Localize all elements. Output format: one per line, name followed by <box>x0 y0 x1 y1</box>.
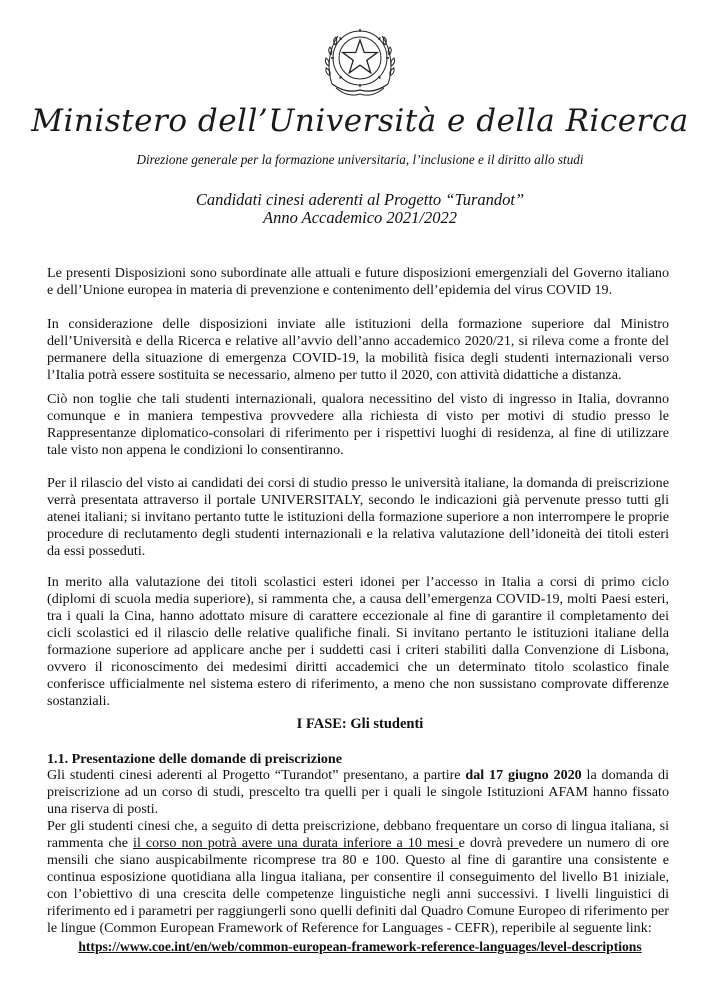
section-p1-text-before: Gli studenti cinesi aderenti al Progetto “Turandot” presentano, a partire <box>47 767 466 783</box>
paragraph-4: Per il rilascio del visto ai candidati dei corsi di studio presso le università italiane, la domanda di preiscrizione verrà presentata attraverso il portale UNIVERSITALY, secondo le indicazioni già pervenute presso tutti gli atenei italiani; si invitano pertanto tutte le istituzioni della formazione superiore a non interrompere le proprie procedure di reclutamento degli studenti internazionali e la relativa valutazione dell’idoneità dei titoli esteri da essi posseduti. <box>47 475 669 559</box>
cefr-link[interactable]: https://www.coe.int/en/web/common-european-framework-reference-languages/level-descriptions <box>78 939 642 954</box>
section-paragraph-2 <box>47 818 669 937</box>
section-p1-date: dal 17 giugno 2020 <box>465 767 582 783</box>
section-p2-text-before: Per gli studenti cinesi che, a seguito di detta preiscrizione, debbano frequentare un corso di lingua italiana, si rammenta che <box>47 818 669 851</box>
phase-heading: I FASE: Gli studenti <box>296 716 424 732</box>
section-paragraph-1 <box>47 767 669 818</box>
ministry-name: Ministero dell’Università e della Ricerca <box>31 103 689 139</box>
section-p2-underlined: il corso non potrà avere una durata inferiore a 10 mesi <box>133 835 459 851</box>
paragraph-3: Ciò non toglie che tali studenti internazionali, qualora necessitino del visto di ingresso in Italia, dovranno comunque e in maniera tempestiva provvedere alla richiesta di visto per motivi di studio presso le Rappresentanze diplomatico-consolari di riferimento per i rispettivi luoghi di residenza, al fine di utilizzare tale visto non appena le condizioni lo consentiranno. <box>47 391 669 458</box>
directorate-name: Direzione generale per la formazione universitaria, l’inclusione e il diritto allo studi <box>136 152 584 167</box>
academic-year: Anno Accademico 2021/2022 <box>263 208 457 227</box>
section-p1-text-after: la domanda di preiscrizione ad un corso di studi, prescelto tra quelli per i quali le singole Istituzioni AFAM hanno fissato una riserva di posti. <box>47 767 670 817</box>
paragraph-2: In considerazione delle disposizioni inviate alle istituzioni della formazione superiore dal Ministro dell’Università e della Ricerca e relative all’avvio dell’anno accademico 2020/21, si rileva come a fronte del permanere della situazione di emergenza COVID-19, la mobilità fisica degli studenti internazionali verso l’Italia potrà essere sostituita se necessario, almeno per tutto il 2020, con attività didattiche a distanza. <box>47 316 669 383</box>
section-p2-text-after: e dovrà prevedere un numero di ore mensili che siano auspicabilmente ricomprese tra 80 e 100. Questo al fine di garantire una consistente e continua esposizione quotidiana alla lingua italiana, per consentire il conseguimento del livello B1 iniziale, con l’obiettivo di una crescita delle competenze linguistiche negli anni successivi. I livelli linguistici di riferimento ed i parametri per raggiungerli sono quelli definiti dal Quadro Comune Europeo di riferimento per le lingue (Common European Framework of Reference for Languages - CEFR), reperibile al seguente link: <box>47 835 670 936</box>
paragraph-1: Le presenti Disposizioni sono subordinate alle attuali e future disposizioni emergenziali del Governo italiano e dell’Unione europea in materia di prevenzione e contenimento dell’epidemia del virus COVID 19. <box>47 265 669 298</box>
italian-republic-emblem-icon <box>322 22 398 100</box>
paragraph-5: In merito alla valutazione dei titoli scolastici esteri idonei per l’accesso in Italia a corsi di primo ciclo (diplomi di scuola media superiore), si rammenta che, a causa dell’emergenza COVID-19, molti Paesi esteri, tra i quali la Cina, hanno adottato misure di carattere eccezionale al fine di garantire il completamento dei cicli scolastici ed il rilascio delle relative qualifiche finali. Si invitano pertanto le istituzioni italiane della formazione superiore ad applicare anche per i suddetti casi i criteri stabiliti dalla Convenzione di Lisbona, ovvero il riconoscimento dei medesimi diritti accademici che un determinato titolo scolastico finale conferisce ufficialmente nel sistema estero di riferimento, a meno che non sussistano comprovate differenze sostanziali. <box>47 574 669 709</box>
section-heading: 1.1. Presentazione delle domande di preiscrizione <box>47 751 343 767</box>
document-title: Candidati cinesi aderenti al Progetto “Turandot” <box>195 190 525 209</box>
